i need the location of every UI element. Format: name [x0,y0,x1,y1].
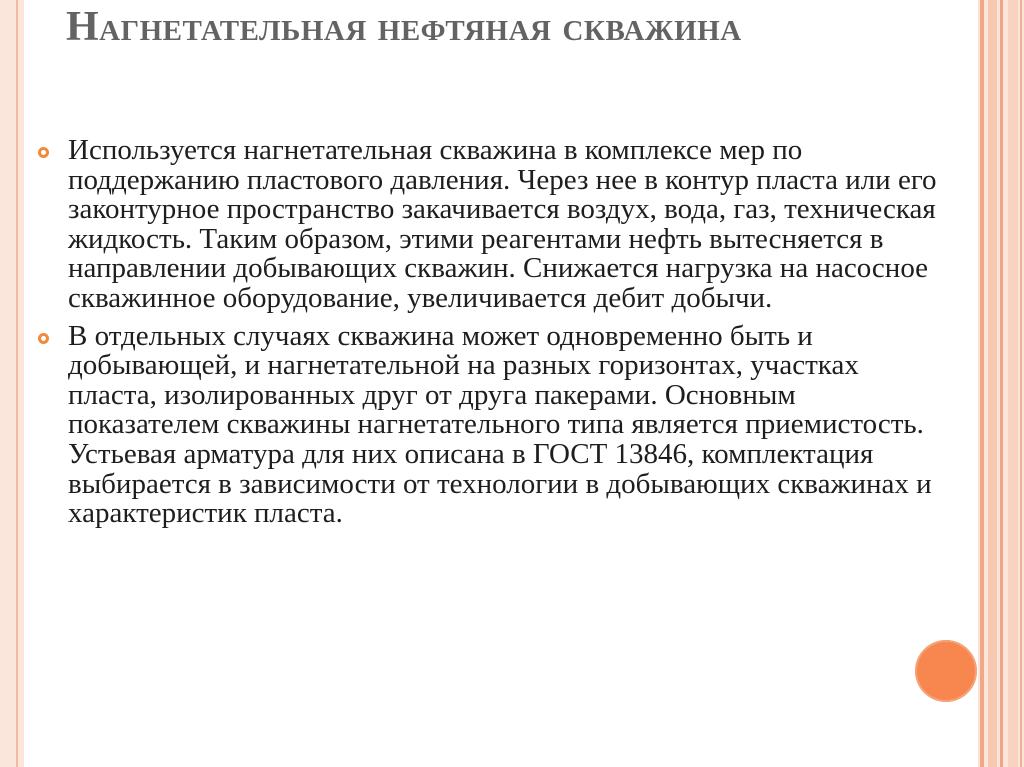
right-decorative-border [978,0,1024,767]
bullet-item [38,136,938,314]
left-border-line [16,0,18,767]
right-stripe [1008,0,1018,767]
bullet-list [38,136,938,537]
left-decorative-border [0,0,24,767]
bullet-text: Используется нагнетательная скважина в комплексе мер по поддержанию пластового давления. Через нее в контур пласта или его законтурное пространство закачивается воздух, вода, газ, техническая жидкость. Таким образом, этими реагентами нефть вытесняется в направлении добывающих скважин. Снижается нагрузка на насосное скважинное оборудование, увеличивается дебит добычи. [68,134,937,314]
bullet-item [38,319,938,530]
slide-title: Нагнетательная нефтяная скважина [66,4,742,50]
right-stripe [988,0,997,767]
bullet-text: В отдельных случаях скважина может одновременно быть и добывающей, и нагнетательной на разных горизонтах, участках пласта, изолированных друг от друга пакерами. Основным показателем скважины нагнетательного типа является приемистость. Устьевая арматура для них описана в ГОСТ 13846, комплектация выбирается в зависимости от технологии в добывающих скважинах и характеристик пласта. [68,319,932,530]
right-stripe [980,0,984,767]
right-stripe [1000,0,1003,767]
right-stripe [1020,0,1022,767]
bullet-ring-icon [38,147,49,158]
bullet-ring-icon [38,333,49,344]
orange-circle-icon [915,640,977,702]
